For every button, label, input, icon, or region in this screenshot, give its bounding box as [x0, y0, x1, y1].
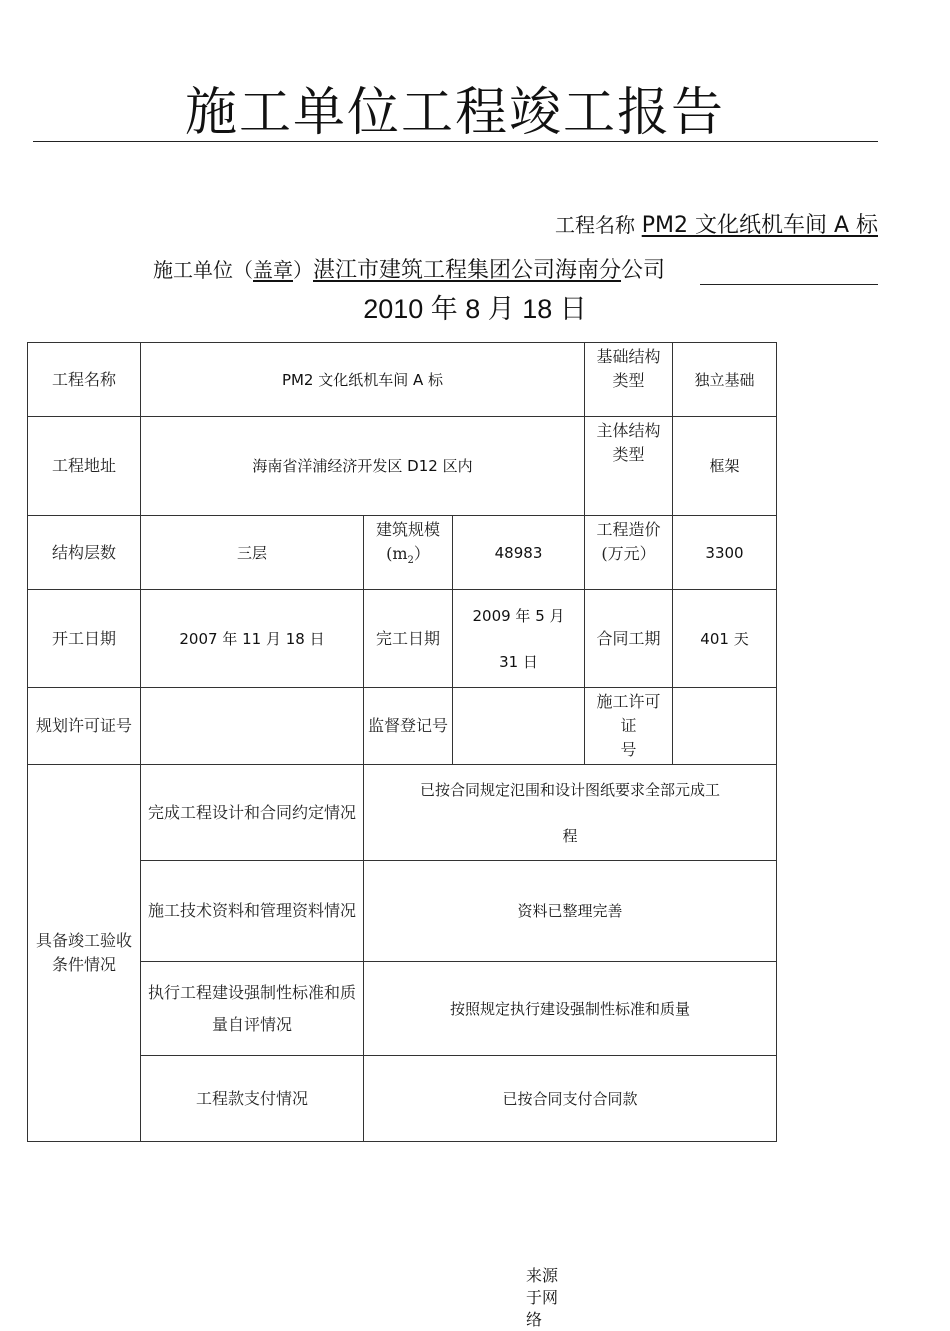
source-note: 来源于网络: [526, 1266, 559, 1329]
project-name-label: 工程名称: [555, 213, 636, 237]
building-scale-unit: (m: [386, 544, 408, 563]
project-name-value: PM2 文化纸机车间 A 标: [641, 213, 878, 238]
table-row: [28, 688, 777, 765]
construction-permit-label: 施工许可证: [596, 692, 661, 735]
table-row: [28, 1056, 777, 1142]
building-scale-cell: 48983: [453, 516, 585, 590]
condition-label-standards: 执行工程建设强制性标准和质量自评情况: [141, 962, 364, 1056]
report-date: 2010 年 8 月 18 日: [363, 294, 587, 324]
unit-label: 施工单位（: [153, 258, 253, 282]
floors-header: 结构层数: [28, 516, 141, 590]
acceptance-conditions-header: 具备竣工验收条件情况: [28, 765, 141, 1142]
table-row: [28, 590, 777, 688]
project-address-header: 工程地址: [28, 417, 141, 516]
foundation-type-header: 基础结构类型: [585, 343, 673, 417]
unit-value-tail: 公司: [621, 258, 666, 283]
construction-permit-label-tail: 号: [620, 740, 637, 759]
condition-label-payment: 工程款支付情况: [141, 1056, 364, 1142]
supervision-reg-cell: [453, 688, 585, 765]
title-underline: [33, 141, 878, 142]
project-name-line: [555, 208, 878, 239]
planning-permit-header: 规划许可证号: [28, 688, 141, 765]
construction-unit-line: [153, 253, 665, 284]
table-row: [28, 861, 777, 962]
unit-stamp-label: 盖章: [253, 258, 293, 282]
condition-value-standards: 按照规定执行建设强制性标准和质量: [364, 962, 777, 1056]
main-structure-header: 主体结构类型: [585, 417, 673, 516]
building-scale-header: [364, 516, 453, 590]
project-cost-cell: 3300: [673, 516, 777, 590]
contract-period-header: 合同工期: [585, 590, 673, 688]
foundation-type-cell: 独立基础: [673, 343, 777, 417]
unit-underline: [700, 284, 878, 285]
unit-label-close: ）: [293, 258, 313, 282]
condition-value-design: [364, 765, 777, 861]
table-row: [28, 516, 777, 590]
finish-date-header: 完工日期: [364, 590, 453, 688]
main-structure-cell: 框架: [673, 417, 777, 516]
contract-period-cell: 401 天: [673, 590, 777, 688]
condition-value-docs: 资料已整理完善: [364, 861, 777, 962]
finish-date-cell: [453, 590, 585, 688]
construction-permit-cell: [673, 688, 777, 765]
condition-value-design-b: 程: [562, 826, 578, 845]
unit-value: 湛江市建筑工程集团公司海南分: [313, 258, 622, 283]
project-name-header: 工程名称: [28, 343, 141, 417]
start-date-header: 开工日期: [28, 590, 141, 688]
table-row: [28, 765, 777, 861]
table-row: [28, 343, 777, 417]
project-cost-header: [585, 516, 673, 590]
condition-value-design-a: 已按合同规定氾围和设计图纸要求全部元成工: [419, 780, 720, 799]
condition-value-payment: 已按合同支付合同款: [364, 1056, 777, 1142]
construction-permit-header: [585, 688, 673, 765]
project-address-cell: 海南省洋浦经济开发区 D12 区内: [141, 417, 585, 516]
project-cost-unit: (万元）: [601, 544, 656, 563]
start-date-cell: 2007 年 11 月 18 日: [141, 590, 364, 688]
project-cost-label: 工程造价: [596, 520, 661, 539]
project-name-cell: PM2 文化纸机车间 A 标: [141, 343, 585, 417]
building-scale-unit-close: ）: [413, 544, 430, 563]
completion-report-table: [27, 342, 777, 1142]
report-title: 施工单位工程竣工报告: [184, 83, 725, 143]
finish-date-part-a: 2009 年 5 月: [472, 606, 565, 625]
building-scale-label: 建筑规模: [375, 520, 440, 539]
planning-permit-cell: [141, 688, 364, 765]
condition-label-docs: 施工技术资料和管理资料情况: [141, 861, 364, 962]
table-row: [28, 417, 777, 516]
building-scale-unit-sub: 2: [407, 555, 414, 567]
finish-date-part-b: 31 日: [499, 652, 538, 671]
table-row: [28, 962, 777, 1056]
supervision-reg-header: 监督登记号: [364, 688, 453, 765]
floors-cell: 三层: [141, 516, 364, 590]
condition-label-design: 完成工程设计和合同约定情况: [141, 765, 364, 861]
